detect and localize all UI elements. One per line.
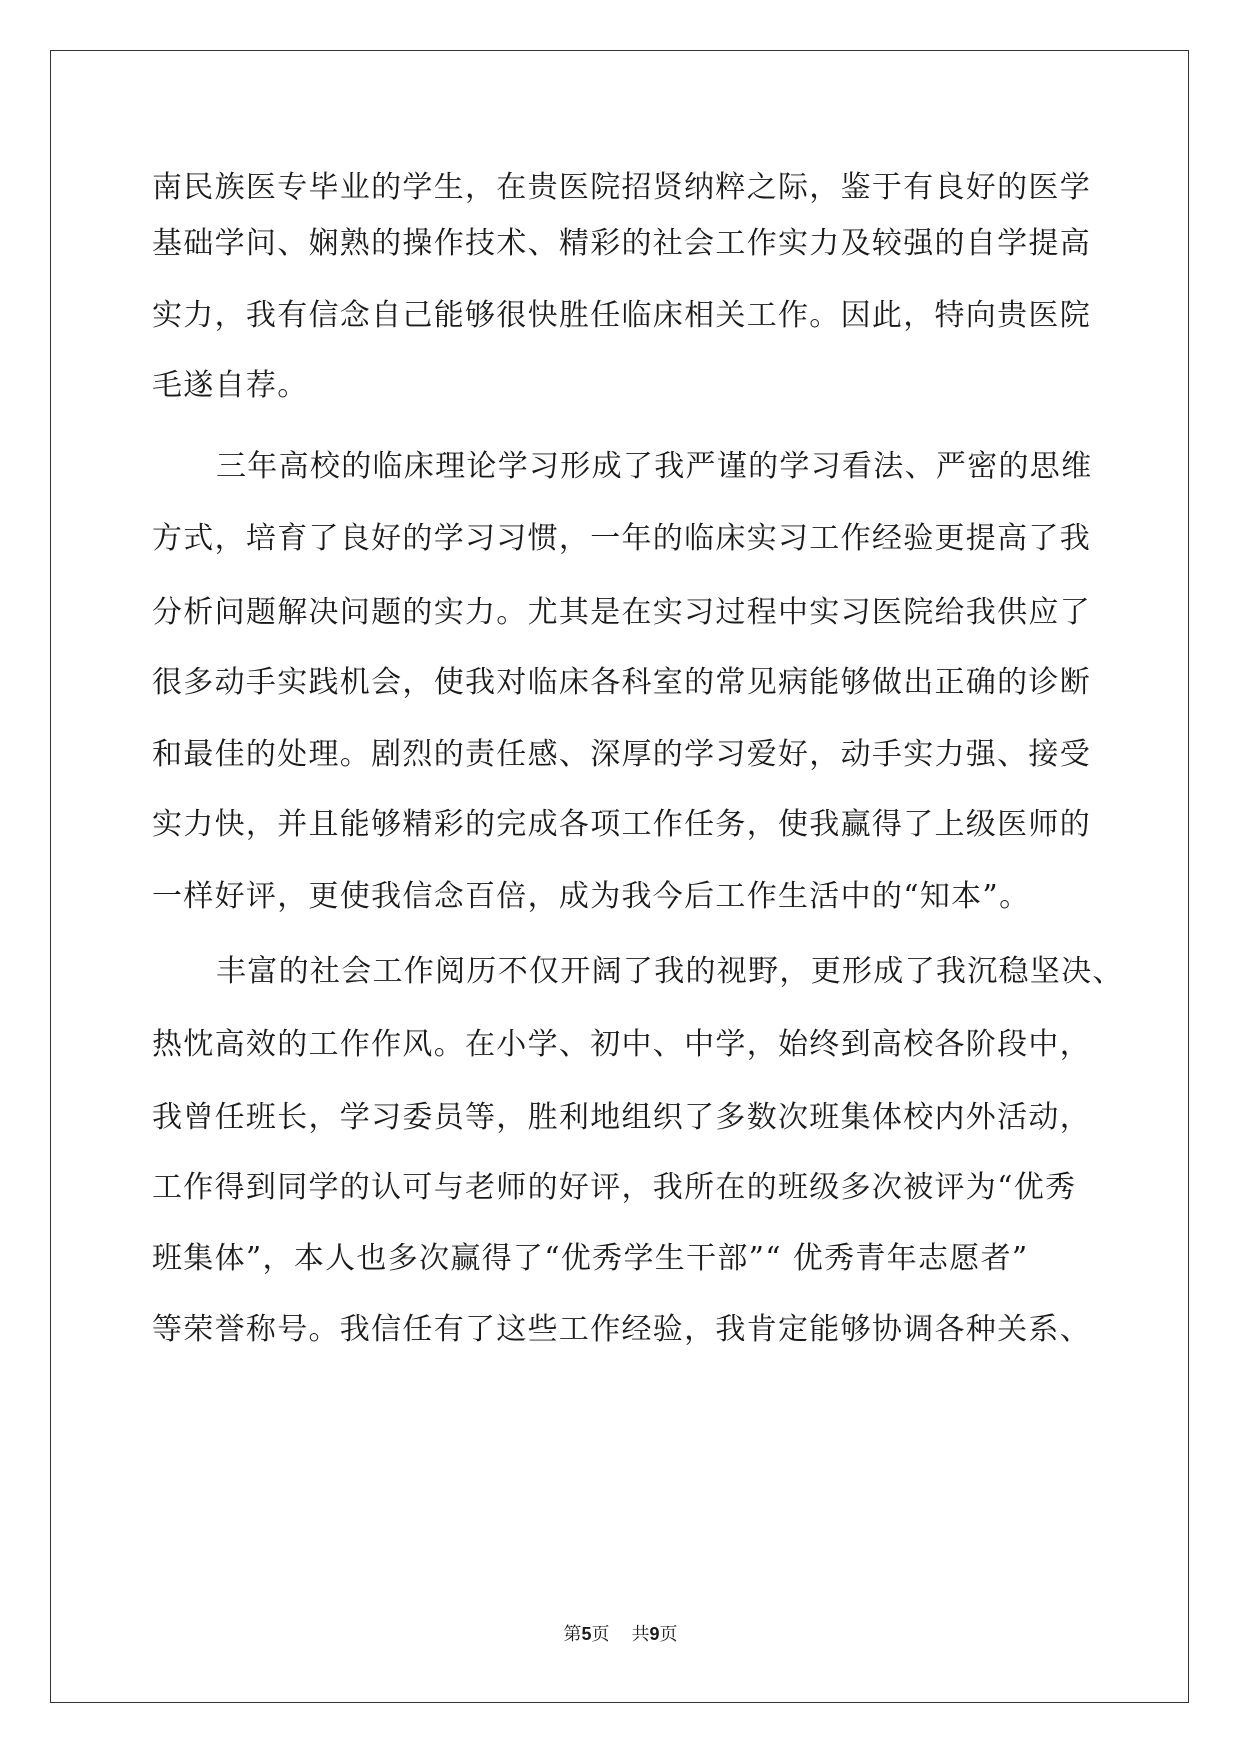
body-text-line: 基础学问、娴熟的操作技术、精彩的社会工作实力及较强的自学提高: [152, 226, 1091, 261]
total-suffix: 页: [659, 1624, 678, 1645]
page-suffix: 页: [591, 1624, 610, 1645]
body-text-line: 我曾任班长，学习委员等，胜利地组织了多数次班集体校内外活动，: [152, 1100, 1091, 1135]
page-prefix: 第: [563, 1624, 582, 1645]
body-text-line: 毛遂自荐。: [152, 368, 309, 403]
body-text-line: 班集体”，本人也多次赢得了“优秀学生干部”“ 优秀青年志愿者”: [152, 1241, 1029, 1276]
total-prefix: 共: [631, 1624, 650, 1645]
body-text-line: 一样好评，更使我信念百倍，成为我今后工作生活中的“知本”。: [152, 879, 1031, 914]
body-text-line: 方式，培育了良好的学习习惯，一年的临床实习工作经验更提高了我: [152, 521, 1091, 556]
current-page-number: 5: [581, 1624, 592, 1644]
body-text-line: 分析问题解决问题的实力。尤其是在实习过程中实习医院给我供应了: [152, 595, 1091, 630]
total-page-count: 9: [649, 1624, 660, 1644]
paragraph-start-line: 三年高校的临床理论学习形成了我严谨的学习看法、严密的思维: [216, 449, 1093, 484]
body-text-line: 等荣誉称号。我信任有了这些工作经验，我肯定能够协调各种关系、: [152, 1312, 1091, 1347]
page-footer: [0, 1622, 1241, 1647]
body-text-line: 实力，我有信念自己能够很快胜任临床相关工作。因此，特向贵医院: [152, 298, 1091, 333]
body-text-line: 工作得到同学的认可与老师的好评，我所在的班级多次被评为“优秀: [152, 1170, 1077, 1205]
body-text-line: 热忱高效的工作作风。在小学、初中、中学，始终到高校各阶段中，: [152, 1027, 1091, 1062]
body-text-line: 实力快，并且能够精彩的完成各项工作任务，使我赢得了上级医师的: [152, 807, 1091, 842]
paragraph-start-line: 丰富的社会工作阅历不仅开阔了我的视野，更形成了我沉稳坚决、: [216, 954, 1124, 989]
body-text-line: 南民族医专毕业的学生，在贵医院招贤纳粹之际，鉴于有良好的医学: [152, 170, 1091, 205]
body-text-line: 和最佳的处理。剧烈的责任感、深厚的学习爱好，动手实力强、接受: [152, 737, 1091, 772]
body-text-line: 很多动手实践机会，使我对临床各科室的常见病能够做出正确的诊断: [152, 665, 1091, 700]
